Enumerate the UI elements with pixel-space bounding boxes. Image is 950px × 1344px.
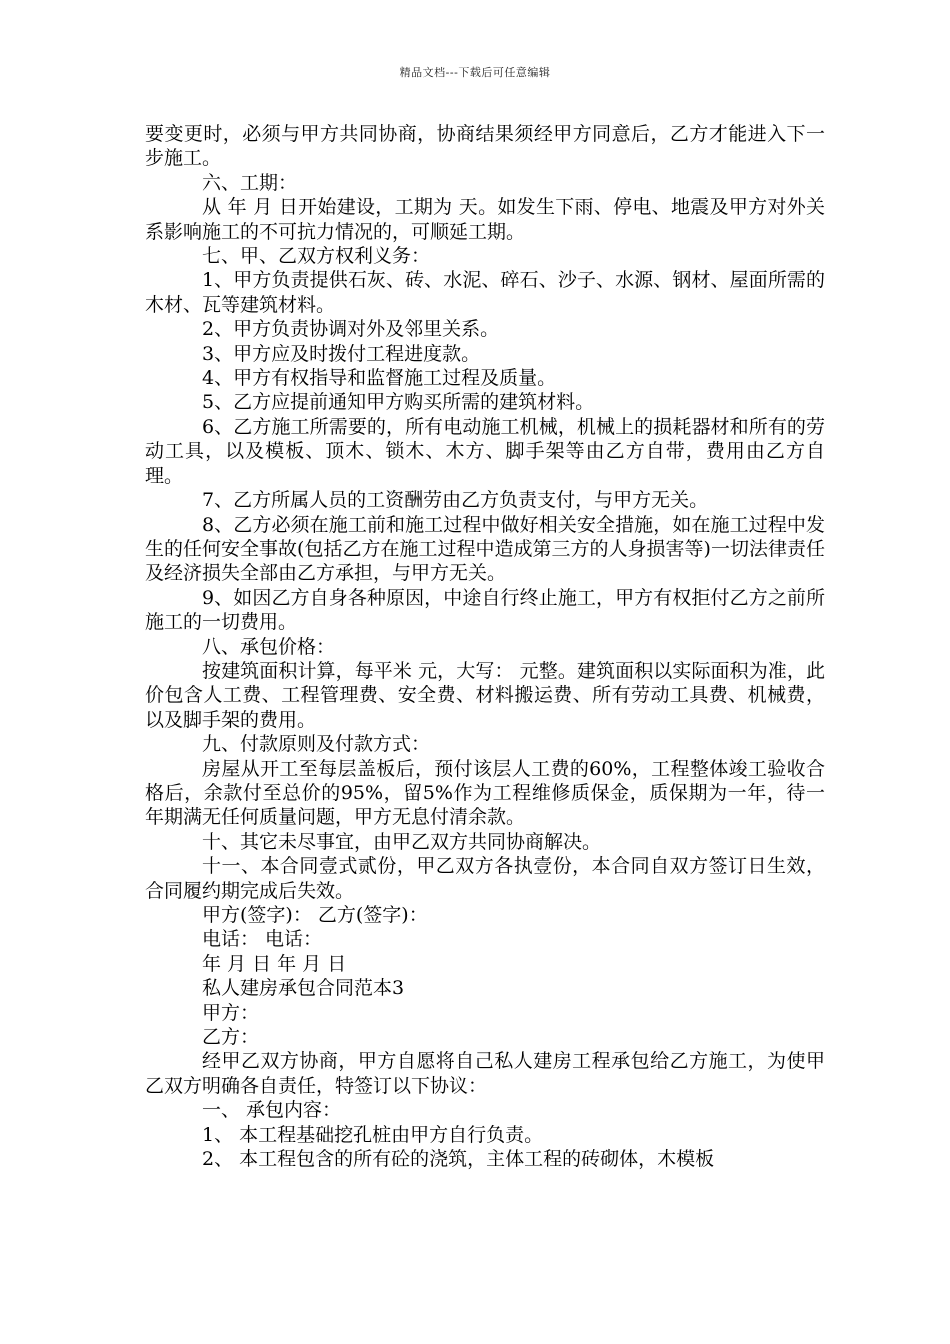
paragraph: 1、甲方负责提供石灰、砖、水泥、碎石、沙子、水源、钢材、屋面所需的木材、瓦等建筑材料。 <box>145 269 825 316</box>
paragraph: 4、甲方有权指导和监督施工过程及质量。 <box>202 367 557 390</box>
paragraph: 3、甲方应及时拨付工程进度款。 <box>202 342 481 365</box>
paragraph: 经甲乙双方协商，甲方自愿将自己私人建房工程承包给乙方施工，为使甲乙双方明确各自责任，特签订以下协议： <box>145 1050 825 1097</box>
paragraph: 七、甲、乙双方权利义务： <box>202 245 431 268</box>
paragraph: 甲方： <box>202 1001 260 1024</box>
paragraph: 从 年 月 日开始建设，工期为 天。如发生下雨、停电、地震及甲方对外关系影响施工的不可抗力情况的，可顺延工期。 <box>145 196 825 243</box>
paragraph: 十一、本合同壹式贰份，甲乙双方各执壹份，本合同自双方签订日生效，合同履约期完成后失效。 <box>145 855 825 902</box>
paragraph: 六、工期： <box>202 171 298 194</box>
paragraph: 8、乙方必须在施工前和施工过程中做好相关安全措施，如在施工过程中发生的任何安全事故(包括乙方在施工过程中造成第三方的人身损害等)一切法律责任及经济损失全部由乙方承担，与甲方无关。 <box>145 513 825 585</box>
paragraph: 9、如因乙方自身各种原因，中途自行终止施工，甲方有权拒付乙方之前所施工的一切费用。 <box>145 586 825 634</box>
paragraph: 九、付款原则及付款方式： <box>202 733 431 756</box>
paragraph: 2、 本工程包含的所有砼的浇筑，主体工程的砖砌体，木模板 <box>202 1148 715 1171</box>
paragraph: 要变更时，必须与甲方共同协商，协商结果须经甲方同意后，乙方才能进入下一步施工。 <box>145 123 825 170</box>
paragraph: 电话： 电话： <box>202 928 323 951</box>
paragraph: 按建筑面积计算，每平米 元，大写： 元整。建筑面积以实际面积为准，此价包含人工费、工程管理费、安全费、材料搬运费、所有劳动工具费、机械费，以及脚手架的费用。 <box>145 659 825 731</box>
document-body <box>145 122 825 1171</box>
paragraph: 6、乙方施工所需要的，所有电动施工机械，机械上的损耗器材和所有的劳动工具，以及模板、顶木、锁木、木方、脚手架等由乙方自带，费用由乙方自理。 <box>145 415 825 487</box>
paragraph: 1、 本工程基础挖孔桩由甲方自行负责。 <box>202 1123 544 1146</box>
paragraph: 年 月 日 年 月 日 <box>202 952 347 975</box>
paragraph: 7、乙方所属人员的工资酬劳由乙方负责支付，与甲方无关。 <box>202 489 709 512</box>
paragraph: 一、 承包内容： <box>202 1099 342 1122</box>
paragraph: 十、其它未尽事宜，由甲乙双方共同协商解决。 <box>202 830 602 853</box>
paragraph: 房屋从开工至每层盖板后，预付该层人工费的60%，工程整体竣工验收合格后，余款付至总价的95%，留5%作为工程维修质保金，质保期为一年，待一年期满无任何质量问题，甲方无息付清余款。 <box>145 757 825 829</box>
page-header: 精品文档---下载后可任意编辑 <box>399 66 551 79</box>
paragraph: 5、乙方应提前通知甲方购买所需的建筑材料。 <box>202 391 595 414</box>
paragraph: 私人建房承包合同范本3 <box>202 977 405 1000</box>
paragraph: 八、承包价格： <box>202 635 336 658</box>
paragraph: 甲方(签字)： 乙方(签字)： <box>202 904 428 926</box>
paragraph: 乙方： <box>202 1026 260 1049</box>
paragraph: 2、甲方负责协调对外及邻里关系。 <box>202 318 500 341</box>
